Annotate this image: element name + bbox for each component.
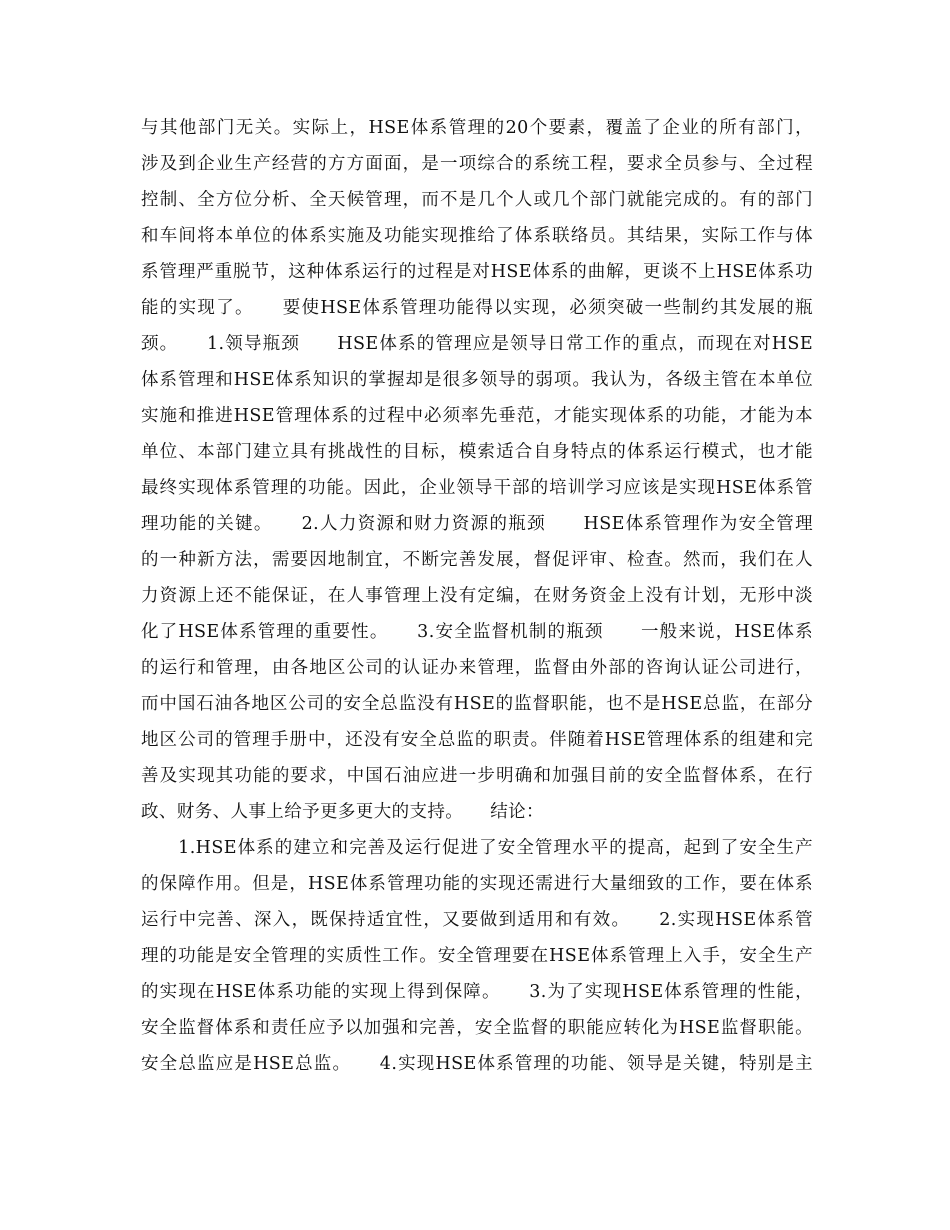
- text-line: 而中国石油各地区公司的安全总监没有HSE的监督职能，也不是HSE总监，在部分: [141, 694, 813, 714]
- text-line: 化了HSE体系管理的重要性。 3.安全监督机制的瓶颈 一般来说，HSE体系: [141, 622, 813, 642]
- text-line: 系管理严重脱节，这种体系运行的过程是对HSE体系的曲解，更谈不上HSE体系功: [141, 262, 813, 282]
- text-line: 运行中完善、深入，既保持适宜性，又要做到适用和有效。 2.实现HSE体系管: [141, 910, 813, 930]
- text-line: 能的实现了。 要使HSE体系管理功能得以实现，必须突破一些制约其发展的瓶: [141, 298, 813, 318]
- text-line: 单位、本部门建立具有挑战性的目标，模索适合自身特点的体系运行模式，也才能: [141, 442, 813, 462]
- text-line: 的保障作用。但是，HSE体系管理功能的实现还需进行大量细致的工作，要在体系: [141, 874, 813, 894]
- text-line: 地区公司的管理手册中，还没有安全总监的职责。伴随着HSE管理体系的组建和完: [141, 730, 813, 750]
- text-line: 的一种新方法，需要因地制宜，不断完善发展，督促评审、检查。然而，我们在人: [141, 550, 813, 570]
- text-line: 涉及到企业生产经营的方方面面，是一项综合的系统工程，要求全员参与、全过程: [141, 154, 813, 174]
- text-line: 颈。 1.领导瓶颈 HSE体系的管理应是领导日常工作的重点，而现在对HSE: [141, 334, 813, 354]
- text-line: 力资源上还不能保证，在人事管理上没有定编，在财务资金上没有计划，无形中淡: [141, 586, 813, 606]
- text-line: 安全监督体系和责任应予以加强和完善，安全监督的职能应转化为HSE监督职能。: [141, 1018, 813, 1038]
- text-line: 控制、全方位分析、全天候管理，而不是几个人或几个部门就能完成的。有的部门: [141, 190, 813, 210]
- text-line: 的实现在HSE体系功能的实现上得到保障。 3.为了实现HSE体系管理的性能，: [141, 982, 813, 1002]
- text-line: 安全总监应是HSE总监。 4.实现HSE体系管理的功能、领导是关键，特别是主: [141, 1054, 813, 1074]
- body-text: [141, 110, 813, 1082]
- text-line: 体系管理和HSE体系知识的掌握却是很多领导的弱项。我认为，各级主管在本单位: [141, 370, 813, 390]
- text-line: 的运行和管理，由各地区公司的认证办来管理，监督由外部的咨询认证公司进行，: [141, 658, 813, 678]
- text-line: 最终实现体系管理的功能。因此，企业领导干部的培训学习应该是实现HSE体系管: [141, 478, 813, 498]
- text-line: 理功能的关键。 2.人力资源和财力资源的瓶颈 HSE体系管理作为安全管理: [141, 514, 813, 534]
- text-line: 1.HSE体系的建立和完善及运行促进了安全管理水平的提高，起到了安全生产: [141, 838, 813, 858]
- text-line: 与其他部门无关。实际上，HSE体系管理的20个要素，覆盖了企业的所有部门，: [141, 118, 813, 138]
- text-line: 理的功能是安全管理的实质性工作。安全管理要在HSE体系管理上入手，安全生产: [141, 946, 813, 966]
- text-line: 政、财务、人事上给予更多更大的支持。 结论：: [141, 802, 544, 822]
- text-line: 和车间将本单位的体系实施及功能实现推给了体系联络员。其结果，实际工作与体: [141, 226, 813, 246]
- text-line: 实施和推进HSE管理体系的过程中必须率先垂范，才能实现体系的功能，才能为本: [141, 406, 813, 426]
- text-line: 善及实现其功能的要求，中国石油应进一步明确和加强目前的安全监督体系，在行: [141, 766, 813, 786]
